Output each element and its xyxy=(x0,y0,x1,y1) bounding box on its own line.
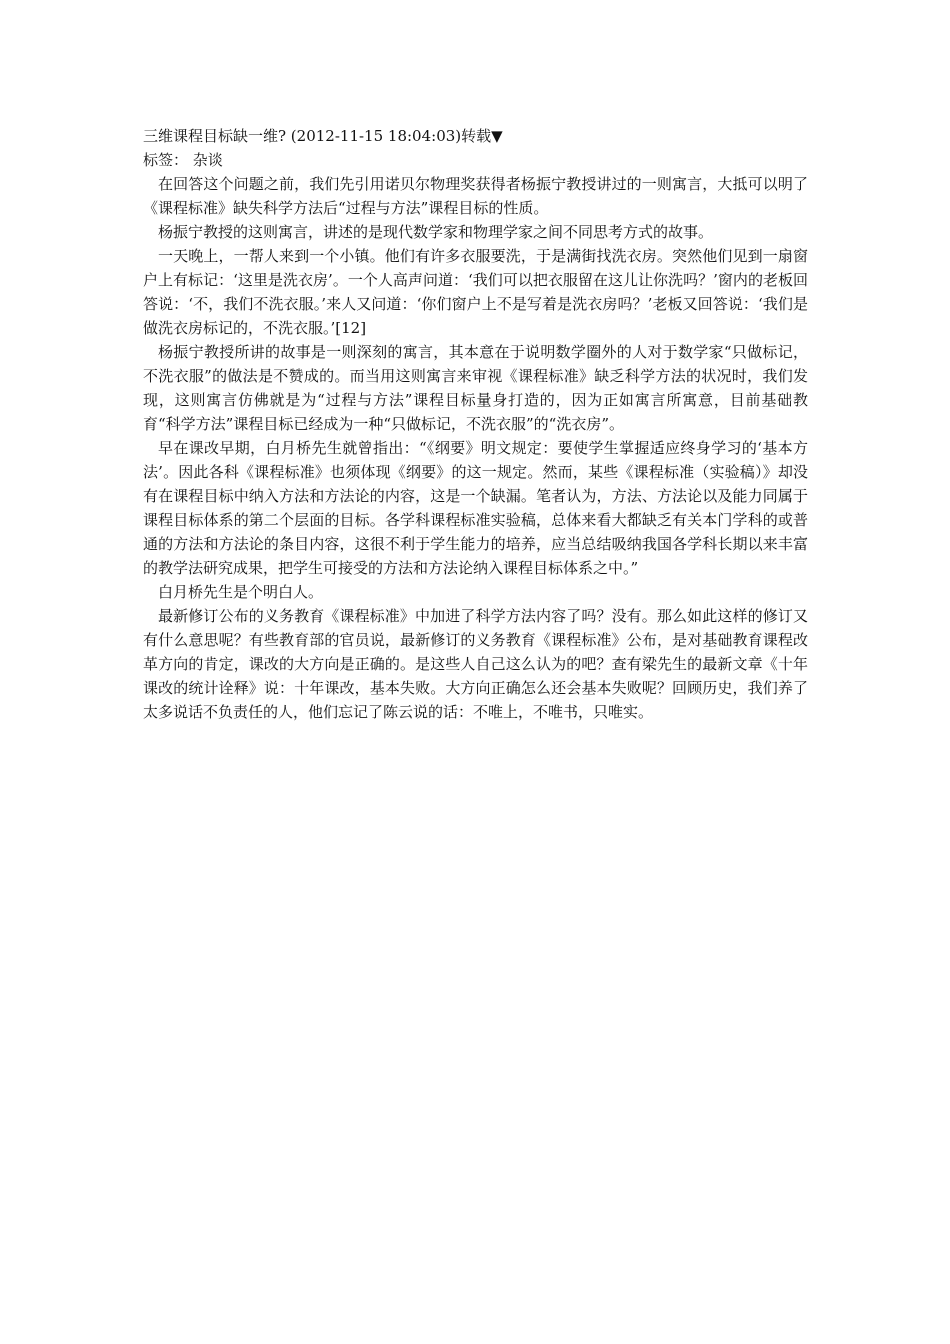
paragraph-parable-intro: 杨振宁教授的这则寓言，讲述的是现代数学家和物理学家之间不同思考方式的故事。 xyxy=(158,223,714,241)
article-title-line: 三维课程目标缺一维? (2012-11-15 18:04:03)转载▼ xyxy=(143,127,503,145)
paragraph-conclusion: 最新修订公布的义务教育《课程标准》中加进了科学方法内容了吗？没有。那么如此这样的修订又有什么意思呢？有些教育部的官员说，最新修订的义务教育《课程标准》公布，是对基础教育课程改革方向的肯定，课改的大方向是正确的。是这些人自己这么认为的吧？查有梁先生的最新文章《十年课改的统计诠释》说：十年课改，基本失败。大方向正确怎么还会基本失败呢？回顾历史，我们养了太多说话不负责任的人，他们忘记了陈云说的话：不唯上，不唯书，只唯实。 xyxy=(143,607,808,721)
paragraph-parable-story: 一天晚上，一帮人来到一个小镇。他们有许多衣服要洗，于是满街找洗衣房。突然他们见到一扇窗户上有标记：‘这里是洗衣房’。一个人高声问道：‘我们可以把衣服留在这儿让你洗吗？’窗内的老板回答说：‘不，我们不洗衣服。’来人又问道：‘你们窗户上不是写着是洗衣房吗？’老板又回答说：‘我们是做洗衣房标记的，不洗衣服。’[12] xyxy=(143,247,808,337)
paragraph-bai-yueqiao-comment: 白月桥先生是个明白人。 xyxy=(158,583,324,601)
paragraph-parable-meaning: 杨振宁教授所讲的故事是一则深刻的寓言，其本意在于说明数学圈外的人对于数学家“只做标记，不洗衣服”的做法是不赞成的。而当用这则寓言来审视《课程标准》缺乏科学方法的状况时，我们发现，这则寓言仿佛就是为“过程与方法”课程目标量身打造的，因为正如寓言所寓意，目前基础教育“科学方法”课程目标已经成为一种“只做标记，不洗衣服”的“洗衣房”。 xyxy=(143,343,808,433)
article-body xyxy=(143,124,808,724)
paragraph-intro: 在回答这个问题之前，我们先引用诺贝尔物理奖获得者杨振宁教授讲过的一则寓言，大抵可以明了《课程标准》缺失科学方法后“过程与方法”课程目标的性质。 xyxy=(143,175,808,217)
tags-line: 标签： 杂谈 xyxy=(143,151,223,169)
paragraph-bai-yueqiao-quote: 早在课改早期，白月桥先生就曾指出：“《纲要》明文规定：要使学生掌握适应终身学习的‘基本方法’。因此各科《课程标准》也须体现《纲要》的这一规定。然而，某些《课程标准（实验稿）》却没有在课程目标中纳入方法和方法论的内容，这是一个缺漏。笔者认为，方法、方法论以及能力同属于课程目标体系的第二个层面的目标。各学科课程标准实验稿，总体来看大都缺乏有关本门学科的或普通的方法和方法论的条目内容，这很不利于学生能力的培养，应当总结吸纳我国各学科长期以来丰富的教学法研究成果，把学生可接受的方法和方法论纳入课程目标体系之中。” xyxy=(143,439,808,577)
